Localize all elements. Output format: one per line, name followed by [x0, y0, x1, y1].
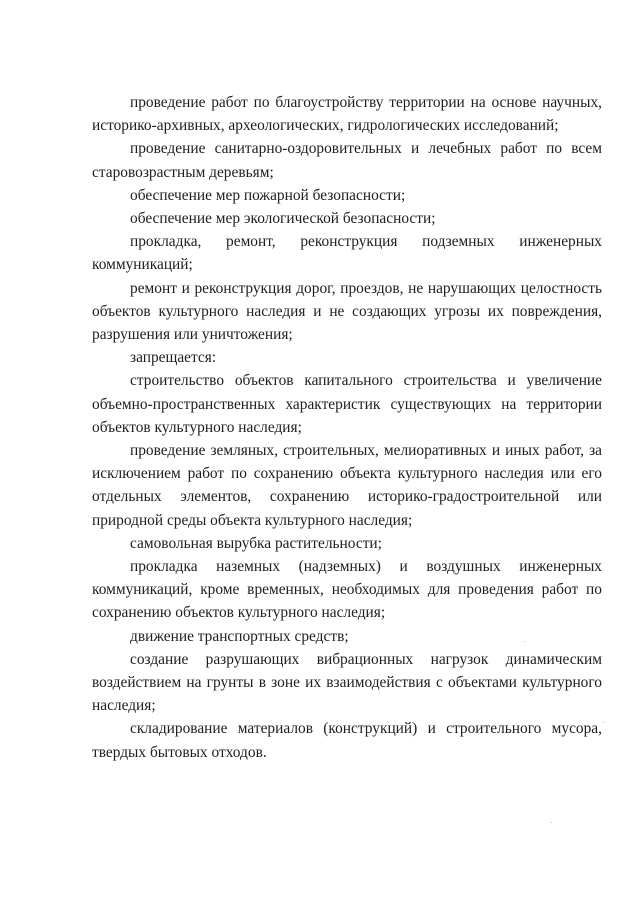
paragraph-tree-felling: самовольная вырубка растительности;	[130, 534, 382, 552]
paragraph-underground-utilities: прокладка, ремонт, реконструкция подземных инженерных коммуникаций;	[92, 233, 602, 274]
paragraph-landscaping: проведение работ по благоустройству территории на основе научных, историко-архивных, археологических, гидрологических исследований;	[92, 94, 602, 135]
scan-speck	[603, 722, 604, 723]
paragraph-vehicle-traffic: движение транспортных средств;	[130, 627, 349, 645]
paragraph-overhead-utilities: прокладка наземных (надземных) и воздушных инженерных коммуникаций, кроме временных, необходимых для проведения работ по сохранению объектов культурного наследия;	[92, 558, 602, 622]
paragraph-earthworks: проведение земляных, строительных, мелиоративных и иных работ, за исключением работ по сохранению объекта культурного наследия или его отдельных элементов, сохранению историко-градостроительной или природной среды объекта культурного наследия;	[92, 442, 602, 529]
paragraph-vibration-loads: создание разрушающих вибрационных нагрузок динамическим воздействием на грунты в зоне их взаимодействия с объектами культурного наследия;	[92, 650, 602, 715]
paragraph-fire-safety: обеспечение мер пожарной безопасности;	[130, 186, 406, 204]
paragraph-tree-care: проведение санитарно-оздоровительных и лечебных работ по всем старовозрастным деревьям;	[92, 140, 602, 181]
paragraph-capital-construction: строительство объектов капитального строительства и увеличение объемно-пространственных характеристик существующих на территории объектов культурного наследия;	[92, 372, 602, 436]
paragraph-road-repair: ремонт и реконструкция дорог, проездов, не нарушающих целостность объектов культурного наследия и не создающих угрозы их повреждения, разрушения или уничтожения;	[92, 279, 602, 344]
scan-speck	[551, 822, 552, 823]
paragraph-ecological-safety: обеспечение мер экологической безопасности;	[130, 210, 436, 228]
document-body	[92, 91, 602, 764]
scan-speck	[524, 641, 525, 642]
paragraph-prohibited-heading: запрещается:	[130, 349, 217, 367]
paragraph-material-storage: складирование материалов (конструкций) и строительного мусора, твердых бытовых отходов.	[92, 720, 602, 761]
